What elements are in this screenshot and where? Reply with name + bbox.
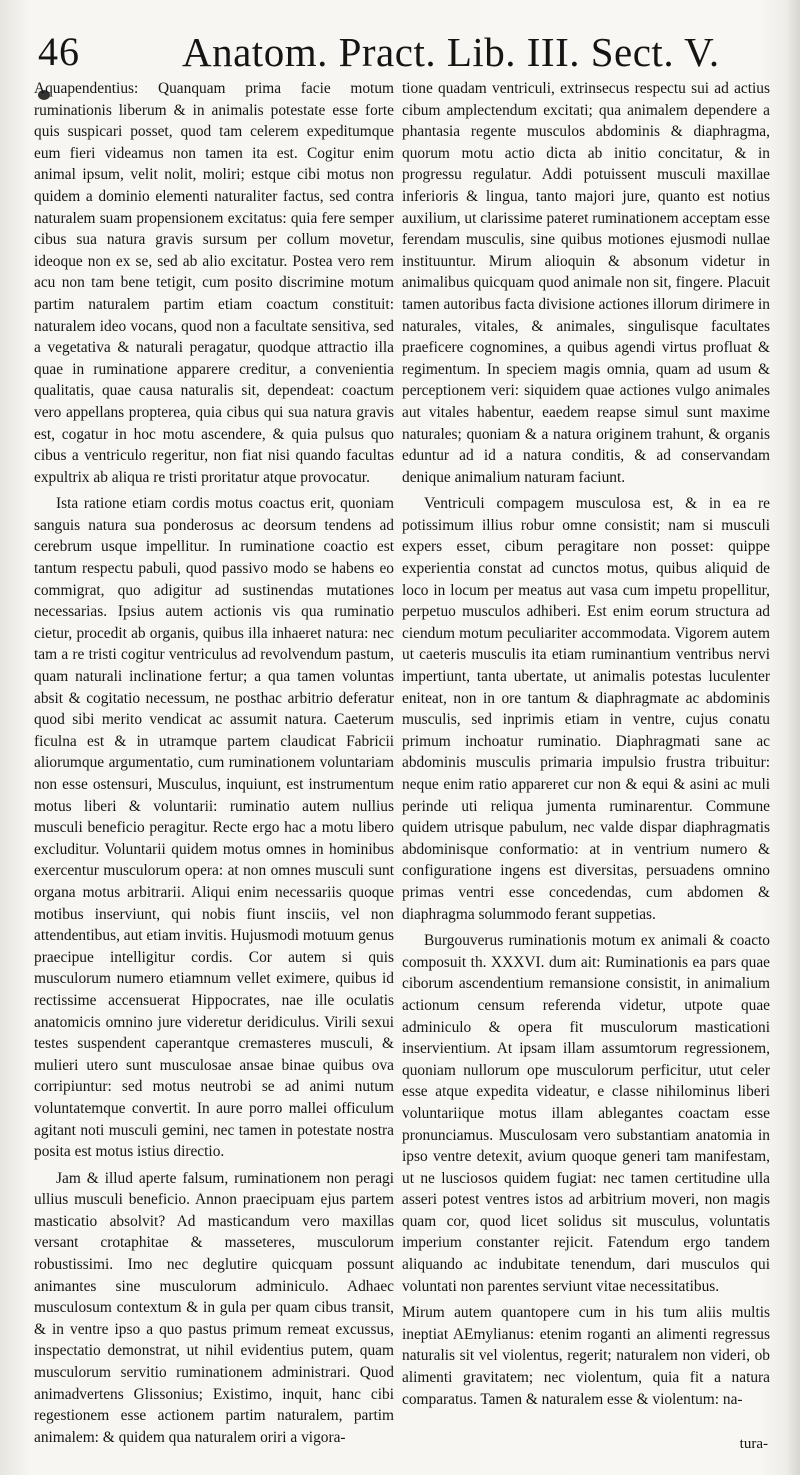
paragraph: Mirum autem quantopere cum in his tum aliis multis ineptiat AEmylianus: etenim roganti an alimenti regressus naturalis sit vel violentus, regerit; naturalem non videri, ob alimenti gravitatem; nec violentum, quia fit a natura comparatus. Tamen & naturalem esse & violentum: na-: [402, 1304, 770, 1408]
paragraph: Aquapendentius: Quanquam prima facie motum ruminationis liberum & in animalis potestate esse forte quis suspicari posset, quod tam celerem expeditumque eum fieri videamus non tamen ita est. Cogitur enim animal ipsum, velit nolit, moliri; estque cibi motus non quidem a dominio elementi naturaliter factus, sed contra naturalem suam propensionem excitatus: quia fere semper cibus sua natura gravis sursum per collum movetur, ideoque non ex se, sed ab alio excitatur. Postea vero rem acu non tam bene tetigit, cum posito discrimine motum partim naturalem partim etiam coactum constituit: naturalem ideo vocans, quod non a facultate sensitiva, sed a vegetativa & naturali peragatur, quodque attractio illa quae in ruminatione apparere creditur, a convenientia qualitatis, quae causa naturalis sit, dependeat: coactum vero appellans propterea, quia cibus qui sua natura gravis est, cogatur in hoc motu ascendere, & quia pulsus quo cibus a ventriculo regeritur, non fiat nisi quando facultas expultrix ab aliqua re tristi proritatur atque provocatur.: [34, 80, 394, 486]
left-column: [34, 78, 394, 1446]
paragraph: Burgouverus ruminationis motum ex animali & coacto composuit th. XXXVI. dum ait: Ruminationis ea pars quae ciborum ascendentium remansione consistit, in animalium actionum censum referenda videtur, utpote quae adminiculo & opera fit musculorum masticationi inservientium. At ipsam illam assumtorum regressionem, quoniam nullorum ope musculorum perficitur, utut celer esse atque expedita videatur, e classe nihilominus liberi voluntariique motus illam ablegantes coactam esse pronunciamus. Musculosam vero substantiam anatomia in ipso ventre detexit, avium quoque generi tam manifestam, ut ne lusciosos quidem fugiat: nec tamen certitudine ulla asseri potest ventres istos ad arbitrium moveri, non magis quam cor, quod licet solidus sit musculus, voluntatis imperium constanter rejicit. Fatendum ergo tandem aliquando ac indubitate tenendum, dari musculos qui voluntati non parentes serviunt vitae necessitatibus.: [402, 932, 770, 1295]
paragraph: tione quadam ventriculi, extrinsecus respectu sui ad actius cibum amplectendum excitati; qua animalem dependere a phantasia regente musculos abdominis & diaphragma, quorum motu actio dicta ab initio concitatur, & in progressu regulatur. Addi potuissent musculi maxillae inferioris & lingua, tanto majori jure, quanto est notius auxilium, ut clarissime pateret ruminationem acceptam esse ferendam musculis, sine quibus motiones ejusmodi nullae instituuntur. Mirum alioquin & absonum videtur in animalibus quicquam quod animale non sit, fingere. Placuit tamen autoribus facta divisione actiones illorum dirimere in naturales, vitales, & animales, singulisque facultates praeficere cognomines, a quibus agendi virtus profluat & regimentum. In speciem magis omnia, quam ad usum & perceptionem veri: siquidem quae actiones vulgo animales aut vitales habentur, eaedem reapse simul sunt maxime naturales; quoniam & a natura originem trahunt, & organis eduntur ad id a natura conditis, & ad conservandam denique animalium naturam faciunt.: [402, 80, 770, 486]
right-column: [402, 78, 770, 1423]
running-title: Anatom. Pract. Lib. III. Sect. V.: [182, 29, 720, 75]
paragraph: Jam & illud aperte falsum, ruminationem non peragi ullius musculi beneficio. Annon praecipuam ejus partem masticatio absolvit? Ad masticandum vero maxillas versant crotaphitae & masseteres, musculorum robustissimi. Imo nec deglutire quicquam possunt animantes sine musculorum adminiculo. Adhaec musculosum contextum & in gula per quam cibus transit, & in ventre ipso a quo pastus primum remeat excussus, inspectatio demonstrat, ut nihil evidentius putem, quam musculorum servitio ruminationem administrari. Quod animadvertens Glissonius; Existimo, inquit, hanc cibi regestionem esse actionem partim naturalem, partim animalem: & quidem qua naturalem oriri a vigora-: [34, 1169, 394, 1446]
page-header: [32, 20, 772, 78]
page-number: 46: [38, 29, 80, 74]
catchword: tura-: [739, 1436, 768, 1452]
paragraph: Ista ratione etiam cordis motus coactus erit, quoniam sanguis natura sua ponderosus ac deorsum tendens ad cerebrum usque impellitur. In ruminatione coactio est tantum respectu pabuli, quod passivo modo se habens eo commigrat, quo adigitur ad sustinendas mutationes necessarias. Ipsius autem actionis vis qua ruminatio cietur, procedit ab organis, quibus illa inhaeret natura: nec tam a re tristi cogitur ventriculus ad revolvendum pastum, quam naturali inclinatione fertur; a qua tamen voluntas absit & cogitatio necessum, ne posthac arbitrio deferatur quod sibi merito vendicat ac assumit natura. Caeterum ficulna est & in utramque partem claudicat Fabricii aliorumque argumentatio, cum ruminationem voluntariam non esse ostensuri, Musculus, inquiunt, est instrumentum motus liberi & voluntarii: ruminatio autem nullius musculi beneficio peragitur. Recte ergo hac a motu libero excluditur. Voluntarii quidem motus omnes in hominibus exercentur musculorum opera: at non omnes musculi sunt organa motus arbitrarii. Aliqui enim necessariis quoque motibus inserviunt, qui nobis fiunt insciis, vel non attendentibus, aut etiam invitis. Hujusmodi motuum genus praecipue intelligitur cordis. Cor autem si quis musculorum numero etiamnum vellet eximere, quibus id rectissime accensuerat Hippocrates, nae ille oculatis anatomicis omnino jure videretur deridiculus. Virili sexui testes suspendent caperantque cremasteres musculi, & mulieri utero sunt musculosae ansae binae quibus ova corripiuntur: sed motus neutrobi se ad animi nutum voluntatemque convertit. In aure porro mallei officulum agitant noti musculi gemini, nec tamen in potestate nostra posita est motus istius directio.: [34, 495, 394, 1161]
paragraph: Ventriculi compagem musculosa est, & in ea re potissimum illius robur omne consistit; nam si musculi expers esset, cibum peragitare non posset: quippe experientia constat ad cunctos motus, quibus aliquid de loco in locum per meatus aut vasa cum impetu propellitur, perpetuo musculos adhiberi. Est enim eorum structura ad ciendum motum peculiariter accommodata. Vigorem autem ut caeteris musculis ita etiam ruminantium ventribus nervi impertiunt, tanta ubertate, ut animalis potestas luculenter eniteat, non in ore tantum & diaphragmate ac abdominis musculis, sed inprimis etiam in ventre, cujus conatu primum inchoatur ruminatio. Diaphragmati sane ac abdominis musculis primaria impulsio frustra tribuitur: neque enim ratio appareret cur non & equi & asini ac muli perinde uti reliqua jumenta ruminarentur. Commune quidem utrisque pabulum, nec valde dispar diaphragmatis abdominisque conformatio: at in ventrium numero & configuratione ingens est diversitas, persuadens omnino primas ventri esse concedendas, cum abdomen & diaphragma solummodo ferant suppetias.: [402, 495, 770, 923]
page-gutter-shadow: [786, 0, 800, 1475]
